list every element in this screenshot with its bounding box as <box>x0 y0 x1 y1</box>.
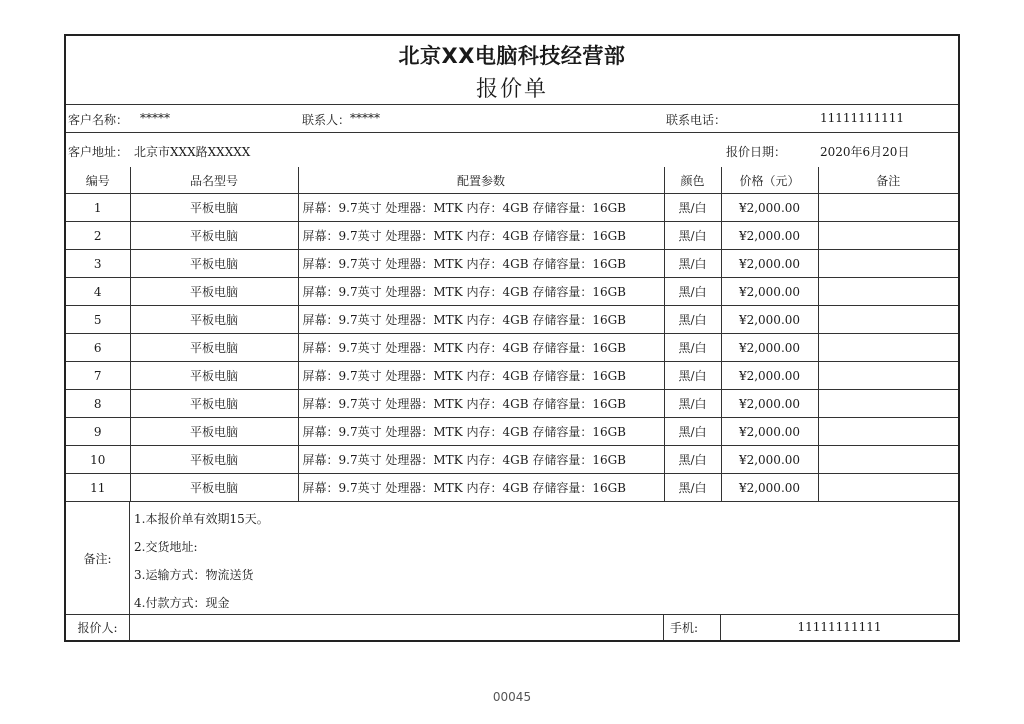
price-cell: ¥2,000.00 <box>721 362 818 390</box>
header-product: 品名型号 <box>130 167 298 194</box>
note-line-2: 2.交货地址: <box>134 540 198 554</box>
price-cell: ¥2,000.00 <box>721 222 818 250</box>
notes-section <box>66 502 958 615</box>
header-remark: 备注 <box>818 167 958 194</box>
product-name: 平板电脑 <box>130 362 298 390</box>
remark-cell <box>818 222 958 250</box>
remark-cell <box>818 306 958 334</box>
product-name: 平板电脑 <box>130 222 298 250</box>
spec-cell: 屏幕：9.7英寸 处理器：MTK 内存：4GB 存储容量：16GB <box>298 390 664 418</box>
color-cell: 黑/白 <box>664 474 721 502</box>
remark-cell <box>818 194 958 222</box>
mobile-label: 手机: <box>664 614 721 640</box>
color-cell: 黑/白 <box>664 278 721 306</box>
row-number: 8 <box>66 390 130 418</box>
row-number: 2 <box>66 222 130 250</box>
header-color: 颜色 <box>664 167 721 194</box>
table-row <box>66 362 958 390</box>
product-name: 平板电脑 <box>130 278 298 306</box>
spec-cell: 屏幕：9.7英寸 处理器：MTK 内存：4GB 存储容量：16GB <box>298 418 664 446</box>
product-name: 平板电脑 <box>130 306 298 334</box>
header-spec: 配置参数 <box>298 167 664 194</box>
table-row <box>66 446 958 474</box>
row-number: 10 <box>66 446 130 474</box>
price-cell: ¥2,000.00 <box>721 194 818 222</box>
table-row <box>66 194 958 222</box>
spec-cell: 屏幕：9.7英寸 处理器：MTK 内存：4GB 存储容量：16GB <box>298 474 664 502</box>
table-row <box>66 390 958 418</box>
row-number: 5 <box>66 306 130 334</box>
notes-label: 备注: <box>66 502 130 614</box>
remark-cell <box>818 390 958 418</box>
product-name: 平板电脑 <box>130 418 298 446</box>
header-price: 价格（元） <box>721 167 818 194</box>
table-row <box>66 334 958 362</box>
remark-cell <box>818 474 958 502</box>
remark-cell <box>818 334 958 362</box>
contact-value: ***** <box>350 111 380 125</box>
color-cell: 黑/白 <box>664 250 721 278</box>
note-line-1: 1.本报价单有效期15天。 <box>134 512 269 526</box>
remark-cell <box>818 446 958 474</box>
color-cell: 黑/白 <box>664 418 721 446</box>
table-row <box>66 474 958 502</box>
price-cell: ¥2,000.00 <box>721 418 818 446</box>
mobile-value: 11111111111 <box>797 620 882 634</box>
remark-cell <box>818 250 958 278</box>
table-row <box>66 306 958 334</box>
table-row <box>66 278 958 306</box>
row-number: 6 <box>66 334 130 362</box>
price-cell: ¥2,000.00 <box>721 306 818 334</box>
page-number: 00045 <box>492 690 532 704</box>
spec-cell: 屏幕：9.7英寸 处理器：MTK 内存：4GB 存储容量：16GB <box>298 194 664 222</box>
address-label: 客户地址： <box>68 145 129 159</box>
row-number: 9 <box>66 418 130 446</box>
contact-label: 联系人： <box>302 113 351 127</box>
spec-cell: 屏幕：9.7英寸 处理器：MTK 内存：4GB 存储容量：16GB <box>298 446 664 474</box>
address-value: 北京市XXX路XXXXX <box>134 145 251 159</box>
note-line-4: 4.付款方式：现金 <box>134 596 230 610</box>
product-name: 平板电脑 <box>130 194 298 222</box>
customer-info-row <box>66 104 958 133</box>
price-cell: ¥2,000.00 <box>721 278 818 306</box>
color-cell: 黑/白 <box>664 194 721 222</box>
product-name: 平板电脑 <box>130 446 298 474</box>
document-title: 报价单 <box>475 77 548 102</box>
row-number: 4 <box>66 278 130 306</box>
customer-name-label: 客户名称： <box>68 113 129 127</box>
row-number: 11 <box>66 474 130 502</box>
table-header-row <box>66 167 958 194</box>
price-cell: ¥2,000.00 <box>721 474 818 502</box>
spec-cell: 屏幕：9.7英寸 处理器：MTK 内存：4GB 存储容量：16GB <box>298 222 664 250</box>
title-block <box>66 36 958 105</box>
row-number: 7 <box>66 362 130 390</box>
spec-cell: 屏幕：9.7英寸 处理器：MTK 内存：4GB 存储容量：16GB <box>298 334 664 362</box>
company-name: 北京XX电脑科技经营部 <box>398 44 626 68</box>
phone-value: 11111111111 <box>820 111 904 125</box>
footer-row <box>66 614 958 640</box>
price-cell: ¥2,000.00 <box>721 390 818 418</box>
quoter-value <box>130 614 664 640</box>
price-cell: ¥2,000.00 <box>721 250 818 278</box>
color-cell: 黑/白 <box>664 222 721 250</box>
remark-cell <box>818 418 958 446</box>
price-cell: ¥2,000.00 <box>721 334 818 362</box>
product-name: 平板电脑 <box>130 390 298 418</box>
address-info-row <box>66 134 958 167</box>
price-cell: ¥2,000.00 <box>721 446 818 474</box>
table-row <box>66 418 958 446</box>
product-name: 平板电脑 <box>130 474 298 502</box>
color-cell: 黑/白 <box>664 362 721 390</box>
quote-date-label: 报价日期： <box>726 145 787 159</box>
color-cell: 黑/白 <box>664 390 721 418</box>
header-number: 编号 <box>66 167 130 194</box>
spec-cell: 屏幕：9.7英寸 处理器：MTK 内存：4GB 存储容量：16GB <box>298 362 664 390</box>
color-cell: 黑/白 <box>664 446 721 474</box>
note-line-3: 3.运输方式：物流送货 <box>134 568 254 582</box>
row-number: 3 <box>66 250 130 278</box>
color-cell: 黑/白 <box>664 334 721 362</box>
color-cell: 黑/白 <box>664 306 721 334</box>
product-name: 平板电脑 <box>130 250 298 278</box>
table-row <box>66 250 958 278</box>
spec-cell: 屏幕：9.7英寸 处理器：MTK 内存：4GB 存储容量：16GB <box>298 250 664 278</box>
quotation-sheet <box>64 34 960 642</box>
remark-cell <box>818 278 958 306</box>
spec-cell: 屏幕：9.7英寸 处理器：MTK 内存：4GB 存储容量：16GB <box>298 306 664 334</box>
customer-name-value: ***** <box>140 111 170 125</box>
spec-cell: 屏幕：9.7英寸 处理器：MTK 内存：4GB 存储容量：16GB <box>298 278 664 306</box>
table-row <box>66 222 958 250</box>
product-name: 平板电脑 <box>130 334 298 362</box>
quoter-label: 报价人: <box>66 614 130 640</box>
remark-cell <box>818 362 958 390</box>
quote-date-value: 2020年6月20日 <box>820 145 910 159</box>
quotation-table <box>66 167 958 502</box>
phone-label: 联系电话： <box>666 113 727 127</box>
row-number: 1 <box>66 194 130 222</box>
